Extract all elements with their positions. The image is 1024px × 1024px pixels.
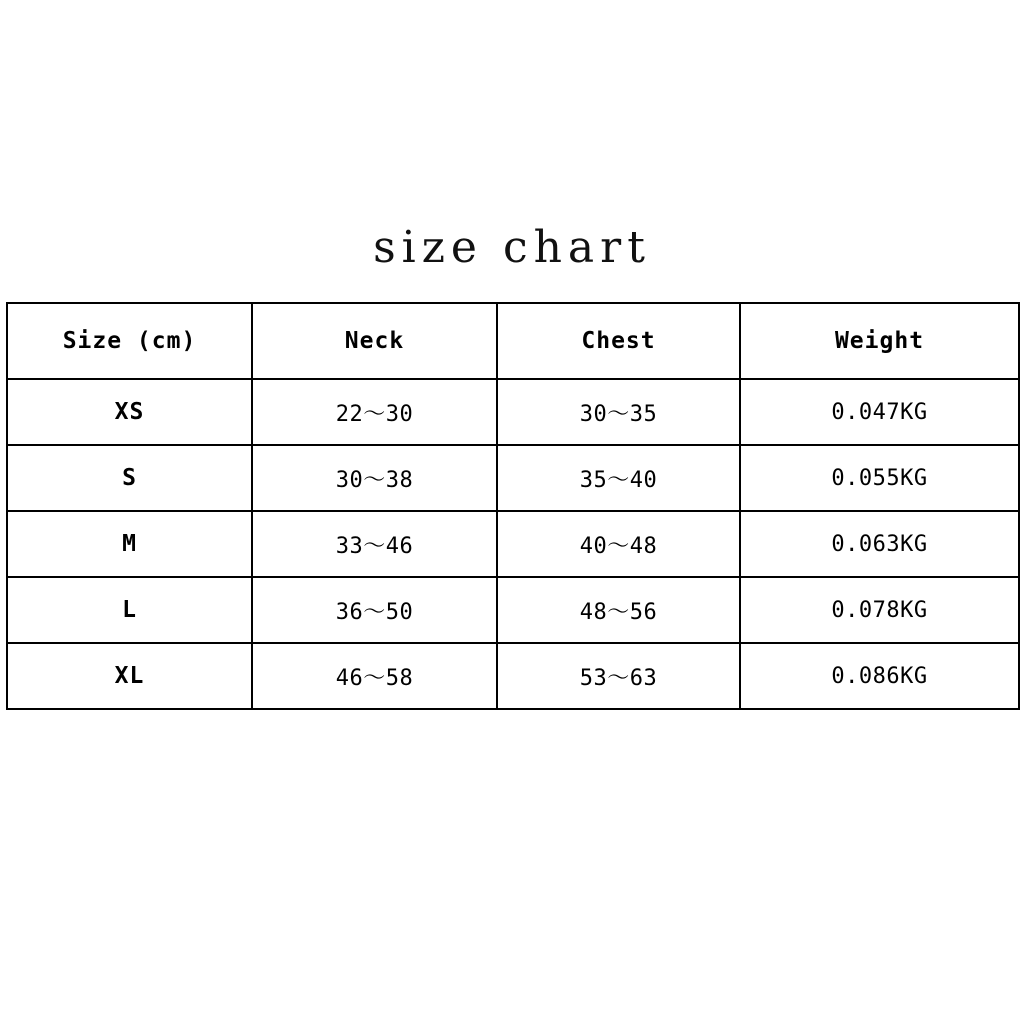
column-header-weight: Weight xyxy=(740,303,1019,379)
cell-neck: 36～50 xyxy=(252,577,497,643)
cell-size: S xyxy=(7,445,252,511)
cell-neck: 22～30 xyxy=(252,379,497,445)
cell-weight: 0.047KG xyxy=(740,379,1019,445)
cell-weight: 0.063KG xyxy=(740,511,1019,577)
cell-weight: 0.078KG xyxy=(740,577,1019,643)
page-title: size chart xyxy=(373,222,651,273)
cell-chest: 30～35 xyxy=(497,379,740,445)
table-row xyxy=(7,577,1019,643)
cell-chest: 48～56 xyxy=(497,577,740,643)
size-chart-table xyxy=(6,302,1020,710)
table-row xyxy=(7,511,1019,577)
cell-chest: 53～63 xyxy=(497,643,740,709)
cell-size: XL xyxy=(7,643,252,709)
cell-chest: 35～40 xyxy=(497,445,740,511)
cell-size: L xyxy=(7,577,252,643)
column-header-neck: Neck xyxy=(252,303,497,379)
cell-size: M xyxy=(7,511,252,577)
column-header-chest: Chest xyxy=(497,303,740,379)
cell-size: XS xyxy=(7,379,252,445)
cell-neck: 30～38 xyxy=(252,445,497,511)
table-row xyxy=(7,643,1019,709)
cell-neck: 46～58 xyxy=(252,643,497,709)
table-row xyxy=(7,379,1019,445)
cell-neck: 33～46 xyxy=(252,511,497,577)
table-row xyxy=(7,445,1019,511)
cell-weight: 0.055KG xyxy=(740,445,1019,511)
cell-chest: 40～48 xyxy=(497,511,740,577)
table-header-row xyxy=(7,303,1019,379)
cell-weight: 0.086KG xyxy=(740,643,1019,709)
column-header-size: Size (cm) xyxy=(7,303,252,379)
